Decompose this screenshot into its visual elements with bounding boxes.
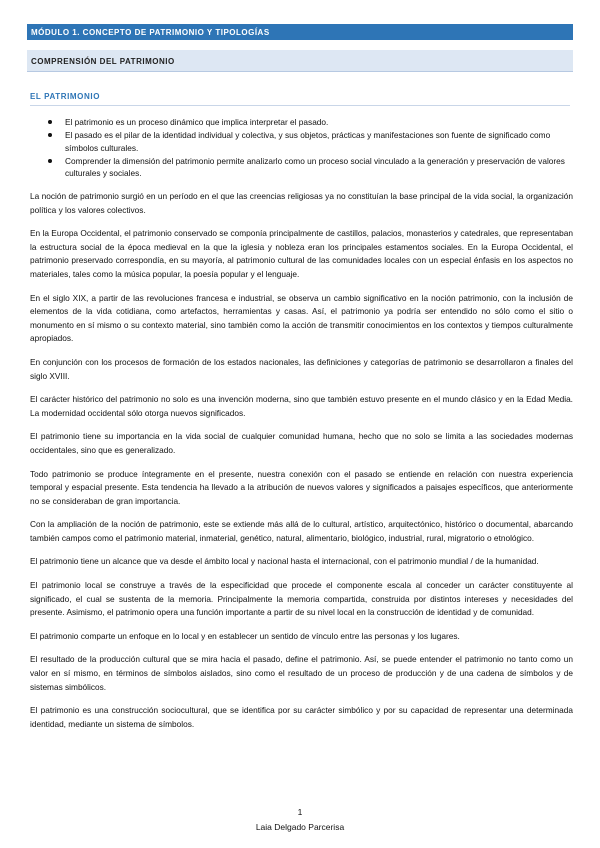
bullet-text: El pasado es el pilar de la identidad individual y colectiva, y sus objetos, prácticas y manifestaciones son fuente de significado como símbolos culturales.	[65, 129, 551, 153]
module-title: MÓDULO 1. CONCEPTO DE PATRIMONIO Y TIPOLOGÍAS	[31, 28, 270, 37]
author-name: Laia Delgado Parcerisa	[255, 822, 345, 832]
paragraph: Con la ampliación de la noción de patrimonio, este se extiende más allá de lo cultural, artístico, arquitectónico, histórico o documental, abarcando también campos como el patrimonio material, inmaterial, genético, natural, alimentario, biológico, industrial, rural, migratorio o etnológico.	[30, 519, 573, 543]
paragraph: El patrimonio local se construye a través de la especificidad que procede el componente escala al conceder un carácter constituyente al significado, el cual se sustenta de la memoria. Principalmente la memoria compartida, construida por distintos intereses y necesidades del presente. Asimismo, el patrimonio opera una función importante a partir de su nivel local en la construcción de identidad y de comunidad.	[30, 580, 573, 618]
bullet-list	[48, 116, 574, 180]
paragraph: El patrimonio tiene su importancia en la vida social de cualquier comunidad humana, hecho que no solo se limita a las sociedades modernas occidentales, sino que es generalizado.	[30, 431, 573, 455]
paragraph: En la Europa Occidental, el patrimonio conservado se componía principalmente de castillos, palacios, monasterios y catedrales, que representaban la estructura social de la época medieval en la que la iglesia y nobleza eran los principales estamentos sociales. En la Europa Occidental, el patrimonio preservado correspondía, en su mayoría, al patrimonio cultural de las comunidades locales con un especial énfasis en los aspectos no materiales, tales como la música popular, la poesía popular y el lenguaje.	[30, 228, 573, 279]
bullet-item	[48, 129, 574, 154]
bullet-item	[48, 116, 574, 129]
bullet-icon	[48, 159, 52, 163]
paragraph: El carácter histórico del patrimonio no solo es una invención moderna, sino que también estuvo presente en el mundo clásico y en la Edad Media. La modernidad occidental sólo otorga nuevos significados.	[30, 394, 573, 418]
subheading: EL PATRIMONIO	[30, 92, 570, 106]
module-title-bar	[27, 24, 573, 40]
bullet-item	[48, 155, 574, 180]
paragraph: Todo patrimonio se produce íntegramente en el presente, nuestra conexión con el pasado se entiende en relación con nuestra experiencia temporal y espacial presente. Esta tendencia ha llevado a la atribución de nuevos valores y significados a paisajes específicos, que anteriormente no se consideraban de gran importancia.	[30, 468, 573, 506]
paragraph: El patrimonio es una construcción sociocultural, que se identifica por su carácter simbólico y por su capacidad de representar una determinada identidad, mediante un sistema de símbolos.	[30, 705, 573, 729]
section-title-bar	[27, 50, 573, 72]
page-footer	[0, 806, 600, 833]
paragraph: En conjunción con los procesos de formación de los estados nacionales, las definiciones y categorías de patrimonio se desarrollaron a finales del siglo XVIII.	[30, 356, 573, 381]
section-title: COMPRENSIÓN DEL PATRIMONIO	[31, 57, 175, 66]
paragraph: El patrimonio comparte un enfoque en lo local y en establecer un sentido de vínculo entre las personas y los lugares.	[30, 630, 460, 641]
paragraph: La noción de patrimonio surgió en un período en el que las creencias religiosas ya no constituían la base principal de la vida social, la organización política y los valores colectivos.	[30, 191, 573, 215]
bullet-text: Comprender la dimensión del patrimonio permite analizarlo como un proceso social vinculado a la generación y preservación de valores culturales y sociales.	[65, 155, 565, 179]
paragraph: En el siglo XIX, a partir de las revoluciones francesa e industrial, se observa un cambio significativo en la noción patrimonio, con la inclusión de elementos de la vida cotidiana, como artefactos, herramientas y casas. Así, el patrimonio ya podría ser entendido no sólo como el sitio o monumento en sí mismo o su contexto material, sino también como la acción de transmitir conocimientos en los contextos y tiempos culturalmente apropiados.	[30, 292, 573, 344]
paragraph: El resultado de la producción cultural que se mira hacia el pasado, define el patrimonio. Así, se puede entender el patrimonio no tanto como un valor en sí mismo, en términos de símbolos aislados, sino como el resultado de un proceso de producción y de una cadena de símbolos y de sistemas simbólicos.	[30, 654, 573, 692]
page-number: 1	[297, 807, 303, 817]
bullet-icon	[48, 120, 52, 124]
bullet-text: El patrimonio es un proceso dinámico que implica interpretar el pasado.	[65, 117, 329, 127]
bullet-icon	[48, 133, 52, 137]
body-text	[30, 190, 573, 741]
paragraph: El patrimonio tiene un alcance que va desde el ámbito local y nacional hasta el internacional, con el patrimonio mundial / de la humanidad.	[30, 556, 539, 567]
